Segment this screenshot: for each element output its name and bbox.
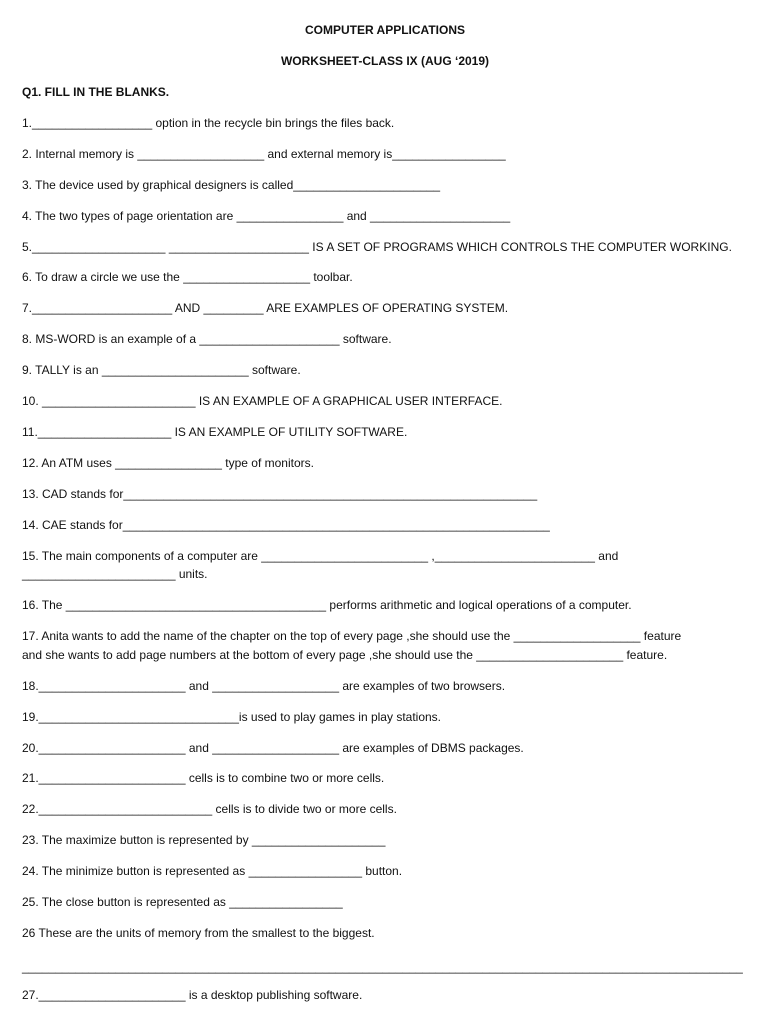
question-8: 8. MS-WORD is an example of a _____________________ software. <box>22 332 392 346</box>
document-title: COMPUTER APPLICATIONS <box>304 23 465 37</box>
question-22: 22.__________________________ cells is to divide two or more cells. <box>22 802 397 816</box>
question-6: 6. To draw a circle we use the ___________________ toolbar. <box>22 270 353 284</box>
question-10: 10. _______________________ IS AN EXAMPLE OF A GRAPHICAL USER INTERFACE. <box>22 394 503 408</box>
question-11: 11.____________________ IS AN EXAMPLE OF UTILITY SOFTWARE. <box>22 425 408 439</box>
question-23: 23. The maximize button is represented by ____________________ <box>22 833 386 847</box>
question-27: 27.______________________ is a desktop publishing software. <box>22 988 363 1002</box>
question-21: 21.______________________ cells is to combine two or more cells. <box>22 771 385 785</box>
question-19: 19.______________________________is used to play games in play stations. <box>22 710 442 724</box>
question-4: 4. The two types of page orientation are ________________ and _____________________ <box>22 209 511 223</box>
question-7: 7._____________________ AND _________ ARE EXAMPLES OF OPERATING SYSTEM. <box>22 301 509 315</box>
question-20: 20.______________________ and ___________________ are examples of DBMS packages. <box>22 741 524 755</box>
question-15-line-1: 15. The main components of a computer are _________________________ ,________________________ and <box>22 549 619 563</box>
question-2: 2. Internal memory is ___________________ and external memory is_________________ <box>22 147 506 161</box>
question-14: 14. CAE stands for________________________________________________________________ <box>22 518 550 532</box>
question-1: 1.__________________ option in the recycle bin brings the files back. <box>22 116 395 130</box>
question-3: 3. The device used by graphical designers is called______________________ <box>22 178 441 192</box>
question-16: 16. The _______________________________________ performs arithmetic and logical operations of a computer. <box>22 598 632 612</box>
question-17-line-2: and she wants to add page numbers at the bottom of every page ,she should use the ______________________ feature. <box>22 648 668 662</box>
question-9: 9. TALLY is an ______________________ software. <box>22 363 301 377</box>
document-subtitle: WORKSHEET-CLASS IX (AUG ‘2019) <box>280 54 490 68</box>
answer-line-26: ____________________________________________________________________________________________________________ <box>22 960 743 974</box>
question-25: 25. The close button is represented as _________________ <box>22 895 343 909</box>
section-heading: Q1. FILL IN THE BLANKS. <box>22 85 170 99</box>
question-5: 5.____________________ _____________________ IS A SET OF PROGRAMS WHICH CONTROLS THE COMPUTER WORKING. <box>22 240 732 254</box>
question-12: 12. An ATM uses ________________ type of monitors. <box>22 456 314 470</box>
question-17-line-1: 17. Anita wants to add the name of the chapter on the top of every page ,she should use the ___________________ feature <box>22 629 682 643</box>
question-26: 26 These are the units of memory from the smallest to the biggest. <box>22 926 375 940</box>
question-18: 18.______________________ and ___________________ are examples of two browsers. <box>22 679 506 693</box>
question-24: 24. The minimize button is represented as _________________ button. <box>22 864 403 878</box>
question-13: 13. CAD stands for______________________________________________________________ <box>22 487 538 501</box>
question-15-line-2: _______________________ units. <box>22 567 208 581</box>
